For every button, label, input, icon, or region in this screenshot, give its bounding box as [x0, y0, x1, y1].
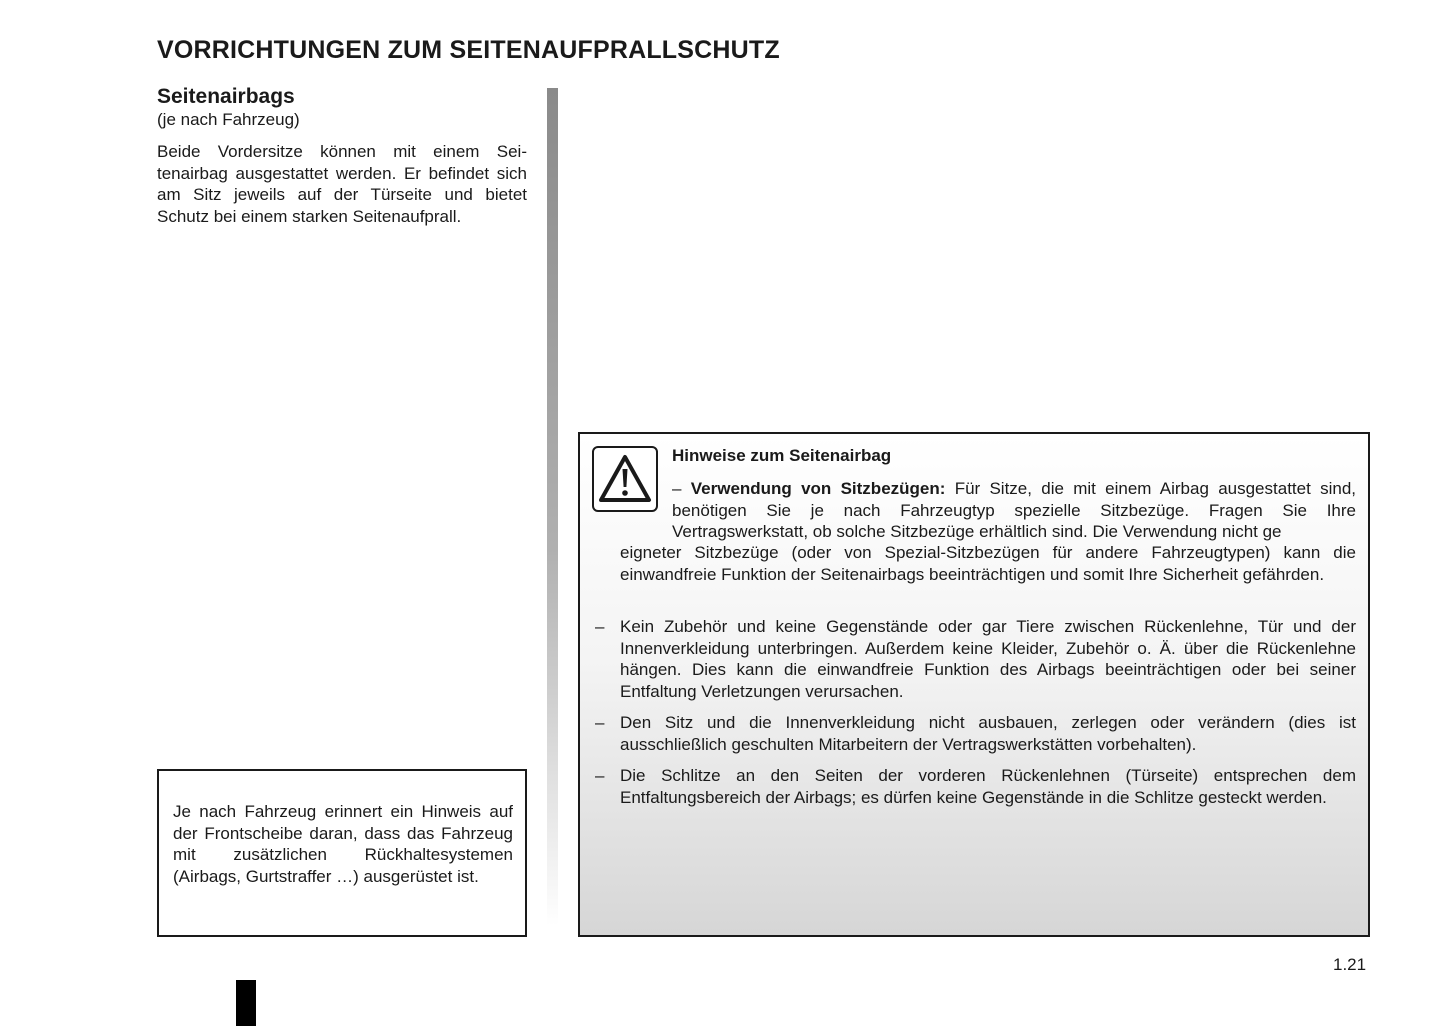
warning-box	[578, 432, 1370, 937]
warning-triangle-icon	[592, 446, 658, 512]
warning-item-seat-covers-continuation: eigneter Sitzbezüge (oder von Spezial-Sitzbezügen für andere Fahrzeugtypen) kann die einwandfreie Funktion der Seitenairbags beeinträchtigen und somit Ihre Sicherheit gefährden.	[620, 543, 1356, 584]
warning-title: Hinweise zum Seitenairbag	[672, 446, 892, 465]
warning-item-seat-covers	[672, 478, 1356, 543]
windscreen-note-box	[157, 769, 527, 937]
dash: –	[595, 617, 605, 636]
section-subtitle: (je nach Fahrzeug)	[157, 110, 300, 129]
note-text: Je nach Fahrzeug erinnert ein Hinweis auf der Frontscheibe daran, dass das Fahrzeug mit zusätzlichen Rückhaltesystemen (Airbags, Gurtstraffer …) ausgerüstet ist.	[173, 802, 513, 886]
seat-covers-text: Für Sitze, die mit einem Airbag ausgestattet sind, benötigen Sie je nach Fahrzeugtyp spezielle Sitzbezüge. Fragen Sie Ihre Vertragswerkstatt, ob solche Sitzbezüge erhältlich sind. Die Verwendung nicht ge	[672, 479, 1356, 541]
column-divider	[547, 88, 558, 926]
dash: –	[595, 766, 605, 785]
page-title: VORRICHTUNGEN ZUM SEITENAUFPRALLSCHUTZ	[157, 36, 780, 64]
warning-item-text: Die Schlitze an den Seiten der vorderen Rückenlehnen (Türseite) entsprechen dem Entfaltungsbereich der Airbags; es dürfen keine Gegenstände in die Schlitze gesteckt werden.	[620, 766, 1356, 807]
warning-item-text: Den Sitz und die Innenverkleidung nicht ausbauen, zerlegen oder verändern (dies ist ausschließlich geschulten Mitarbeitern der Vertragswerkstätten vorbehalten).	[620, 713, 1356, 754]
section-title: Seitenairbags	[157, 85, 295, 108]
section-body: Beide Vordersitze können mit einem Seitenairbag ausgestattet werden. Er befindet sich am Sitz jeweils auf der Türseite und bietet Schutz bei einem starken Seitenaufprall.	[157, 142, 527, 226]
warning-item	[595, 765, 1356, 808]
warning-item	[595, 616, 1356, 702]
dash: –	[595, 713, 605, 732]
warning-item-text: Kein Zubehör und keine Gegenstände oder gar Tiere zwischen Rückenlehne, Tür und der Innenverkleidung unterbringen. Außerdem keine Kleider, Zubehör o. Ä. über die Rückenlehne hängen. Dies kann die einwandfreie Funktion des Airbags beeinträchtigen oder bei seiner Entfaltung Verletzungen verursachen.	[620, 617, 1356, 701]
seat-covers-label: Verwendung von Sitzbezügen:	[690, 479, 946, 498]
dash: –	[672, 479, 682, 498]
warning-item	[595, 712, 1356, 755]
thumb-index-tab	[236, 980, 256, 1026]
page-number: 1.21	[1333, 955, 1367, 974]
